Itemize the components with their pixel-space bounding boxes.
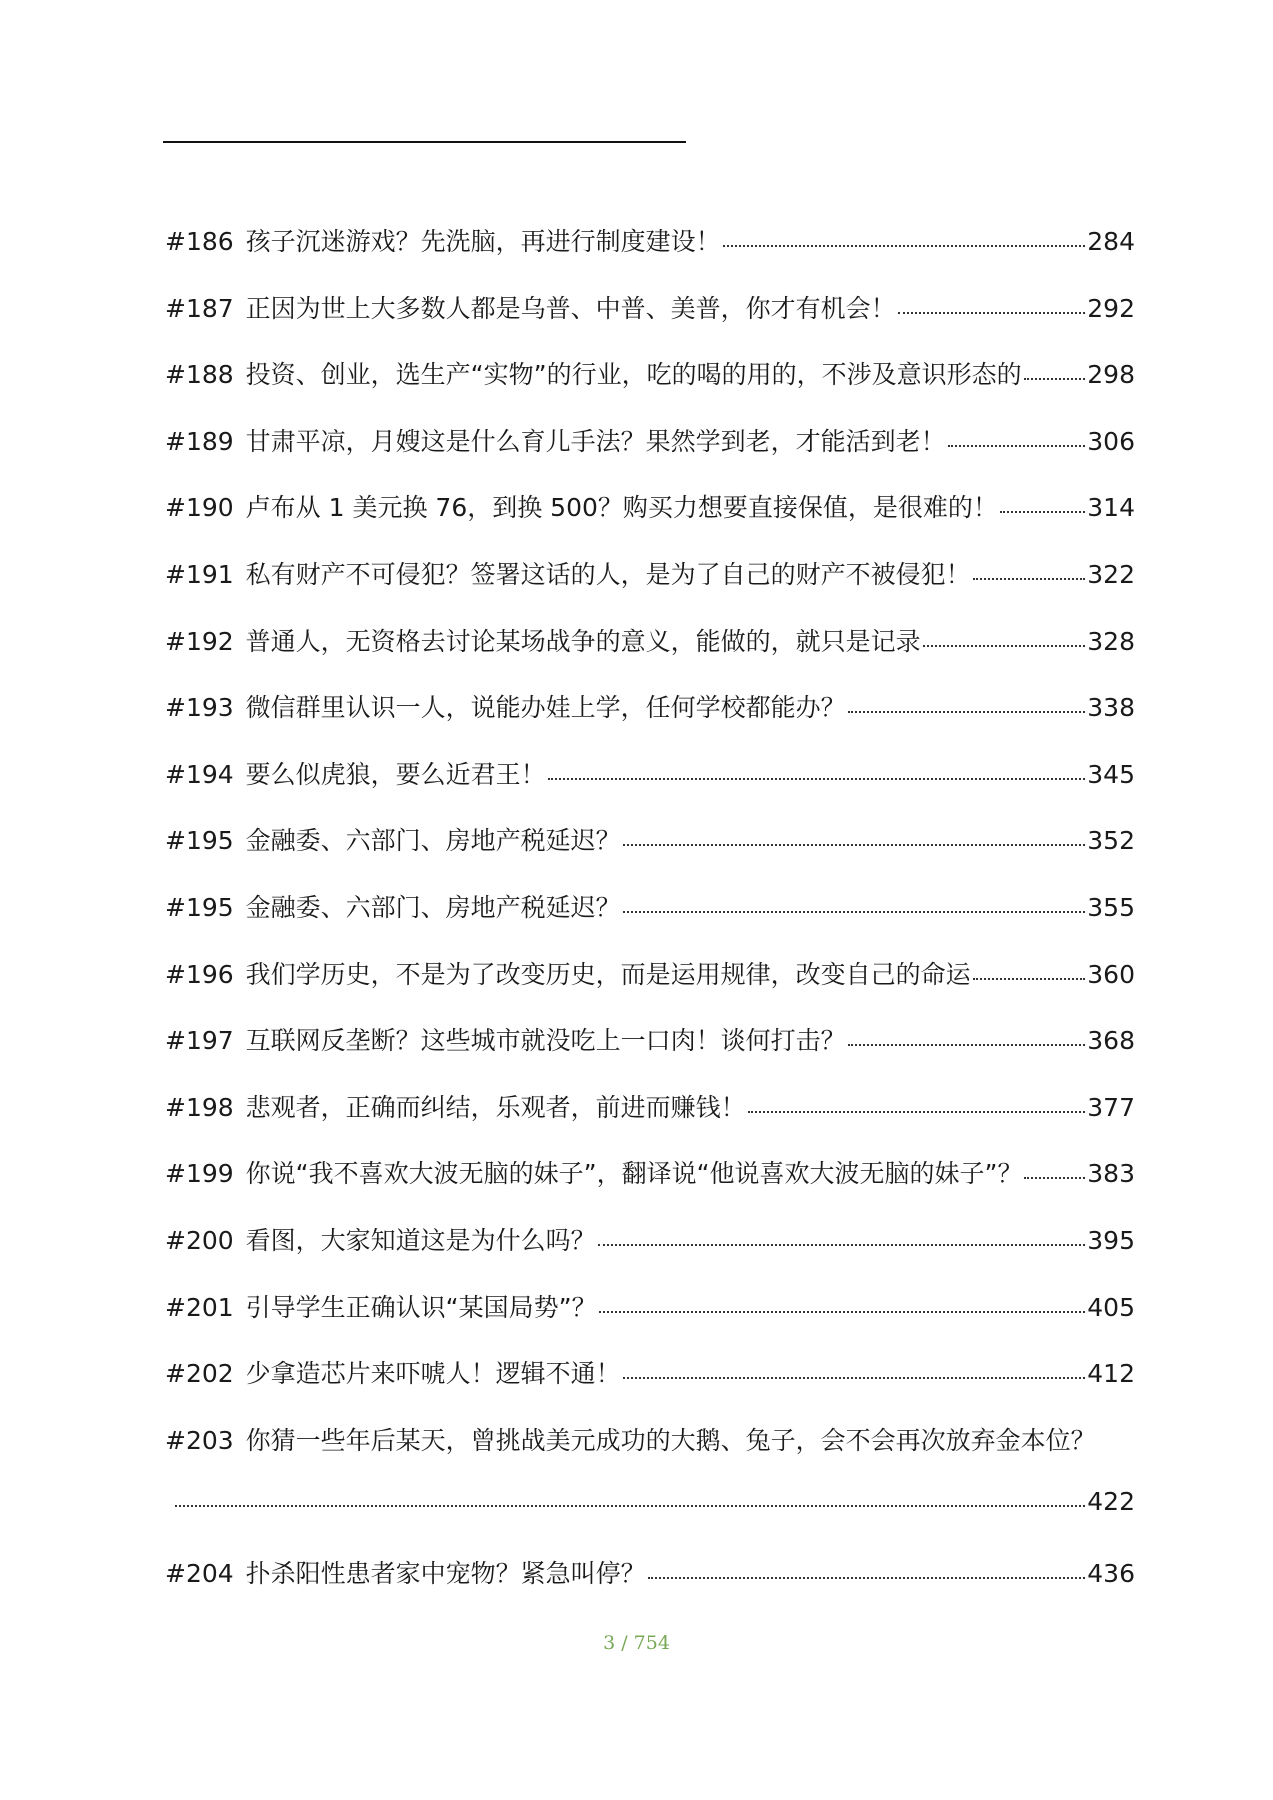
toc-entry-title: 投资、创业，选生产“实物”的行业，吃的喝的用的，不涉及意识形态的 (245, 360, 1022, 390)
toc-leader-dots (948, 444, 1086, 447)
toc-entry[interactable] (165, 1354, 1135, 1421)
toc-entry-page: 383 (1087, 1159, 1135, 1189)
toc-leader-dots (1024, 377, 1086, 380)
toc-leader-dots (648, 1576, 1086, 1579)
toc-entry-title: 引导学生正确认识“某国局势”？ (245, 1292, 597, 1322)
toc-entry-number: #202 (165, 1359, 234, 1389)
toc-entry-page: 436 (1087, 1558, 1135, 1588)
toc-entry-title: 你猜一些年后某天，曾挑战美元成功的大鹅、兔子，会不会再次放弃金本位？ (245, 1425, 1096, 1455)
toc-entry-number: #194 (165, 759, 234, 789)
toc-entry[interactable] (165, 1154, 1135, 1221)
toc-entry-number: #196 (165, 959, 234, 989)
toc-entry-number: #188 (165, 360, 234, 390)
toc-entry[interactable] (165, 1021, 1135, 1088)
toc-entry[interactable] (165, 555, 1135, 622)
toc-entry-number: #190 (165, 493, 234, 523)
toc-leader-dots (973, 977, 1086, 980)
page-number-indicator: 3 / 754 (603, 1632, 670, 1654)
toc-entry-page: 298 (1087, 360, 1135, 390)
toc-entry-number: #193 (165, 693, 234, 723)
toc-entry-title: 互联网反垄断？这些城市就没吃上一口肉！谈何打击？ (245, 1026, 846, 1056)
toc-entry-title: 悲观者，正确而纠结，乐观者，前进而赚钱！ (245, 1092, 746, 1122)
toc-entry-page: 322 (1087, 559, 1135, 589)
toc-leader-dots (973, 577, 1086, 580)
toc-entry-number: #195 (165, 826, 234, 856)
toc-entry-number: #198 (165, 1092, 234, 1122)
toc-entry[interactable] (165, 755, 1135, 822)
toc-entry-number: #186 (165, 227, 234, 256)
toc-entry-number: #189 (165, 426, 234, 456)
toc-entry-title: 我们学历史，不是为了改变历史，而是运用规律，改变自己的命运 (245, 959, 971, 989)
toc-entry-page: 306 (1087, 426, 1135, 456)
toc-entry-title: 金融委、六部门、房地产税延迟？ (245, 892, 621, 922)
toc-leader-dots (175, 1504, 1085, 1507)
toc-entry-title: 看图，大家知道这是为什么吗？ (245, 1225, 596, 1255)
toc-leader-dots (848, 710, 1086, 713)
toc-entry-number: #199 (165, 1159, 234, 1189)
table-of-contents (165, 222, 1135, 1620)
toc-entry[interactable] (165, 289, 1135, 356)
toc-entry-page: 345 (1087, 759, 1135, 789)
toc-entry-page: 368 (1087, 1026, 1135, 1056)
toc-leader-dots (1024, 1176, 1085, 1179)
toc-entry-page: 377 (1087, 1092, 1135, 1122)
toc-leader-dots (848, 1043, 1086, 1046)
toc-entry[interactable] (165, 222, 1135, 289)
toc-entry[interactable] (165, 1221, 1135, 1288)
toc-entry-title: 扑杀阳性患者家中宠物？紧急叫停？ (245, 1558, 646, 1588)
toc-entry-number: #191 (165, 559, 234, 589)
toc-entry-title: 微信群里认识一人，说能办娃上学，任何学校都能办？ (245, 693, 846, 723)
toc-entry-title: 少拿造芯片来吓唬人！逻辑不通！ (245, 1359, 621, 1389)
toc-leader-dots (623, 910, 1086, 913)
toc-leader-dots (748, 1110, 1086, 1113)
toc-entry-title: 你说“我不喜欢大波无脑的妹子”，翻译说“他说喜欢大波无脑的妹子”？ (245, 1159, 1023, 1189)
toc-entry-page: 338 (1087, 693, 1135, 723)
toc-entry[interactable] (165, 955, 1135, 1022)
toc-leader-dots (623, 1376, 1086, 1379)
toc-entry[interactable] (165, 888, 1135, 955)
toc-entry[interactable] (165, 1088, 1135, 1155)
toc-entry-number: #195 (165, 892, 234, 922)
toc-entry-number: #204 (165, 1558, 234, 1588)
toc-entry-page: 405 (1087, 1292, 1135, 1322)
toc-entry-number: #187 (165, 293, 234, 323)
toc-entry-title: 甘肃平凉，月嫂这是什么育儿手法？果然学到老，才能活到老！ (245, 426, 946, 456)
toc-entry-page: 360 (1087, 959, 1135, 989)
toc-entry-title: 金融委、六部门、房地产税延迟？ (245, 826, 621, 856)
toc-entry[interactable] (165, 821, 1135, 888)
toc-entry-title: 孩子沉迷游戏？先洗脑，再进行制度建设！ (245, 227, 721, 256)
toc-entry[interactable] (165, 488, 1135, 555)
toc-entry-title: 正因为世上大多数人都是乌普、中普、美普，你才有机会！ (245, 293, 896, 323)
toc-entry-number: #201 (165, 1292, 234, 1322)
toc-leader-dots (923, 644, 1086, 647)
toc-entry-page: 284 (1087, 227, 1135, 256)
toc-entry-page: 395 (1087, 1225, 1135, 1255)
toc-entry[interactable] (165, 622, 1135, 689)
toc-entry-number: #197 (165, 1026, 234, 1056)
toc-leader-dots (723, 244, 1086, 247)
toc-entry[interactable] (165, 688, 1135, 755)
toc-entry-title: 要么似虎狼，要么近君王！ (245, 759, 546, 789)
toc-entry-page: 352 (1087, 826, 1135, 856)
toc-leader-dots (548, 777, 1086, 780)
toc-entry-number: #200 (165, 1225, 234, 1255)
header-rule (163, 141, 686, 143)
toc-entry-number: #192 (165, 626, 234, 656)
toc-entry-number: #203 (165, 1425, 234, 1455)
toc-entry[interactable] (165, 355, 1135, 422)
toc-entry-page: 422 (1087, 1487, 1135, 1517)
toc-entry-first-line (165, 1421, 1135, 1488)
toc-entry-page: 355 (1087, 892, 1135, 922)
toc-leader-dots (598, 1243, 1086, 1246)
toc-entry-title: 普通人，无资格去讨论某场战争的意义，能做的，就只是记录 (245, 626, 921, 656)
toc-entry-page: 314 (1087, 493, 1135, 523)
toc-entry-page: 292 (1087, 293, 1135, 323)
toc-entry-title: 私有财产不可侵犯？签署这话的人，是为了自己的财产不被侵犯！ (245, 559, 971, 589)
toc-entry-second-line (165, 1487, 1135, 1554)
toc-entry[interactable] (165, 1421, 1135, 1554)
toc-leader-dots (1000, 510, 1085, 513)
toc-entry-title: 卢布从 1 美元换 76，到换 500？购买力想要直接保值，是很难的！ (245, 493, 998, 523)
toc-entry[interactable] (165, 1554, 1135, 1621)
toc-entry-page: 412 (1087, 1359, 1135, 1389)
toc-entry-page: 328 (1087, 626, 1135, 656)
toc-leader-dots (623, 843, 1086, 846)
toc-entry[interactable] (165, 1288, 1135, 1355)
toc-entry[interactable] (165, 422, 1135, 489)
toc-leader-dots (898, 311, 1086, 314)
toc-leader-dots (599, 1310, 1086, 1313)
